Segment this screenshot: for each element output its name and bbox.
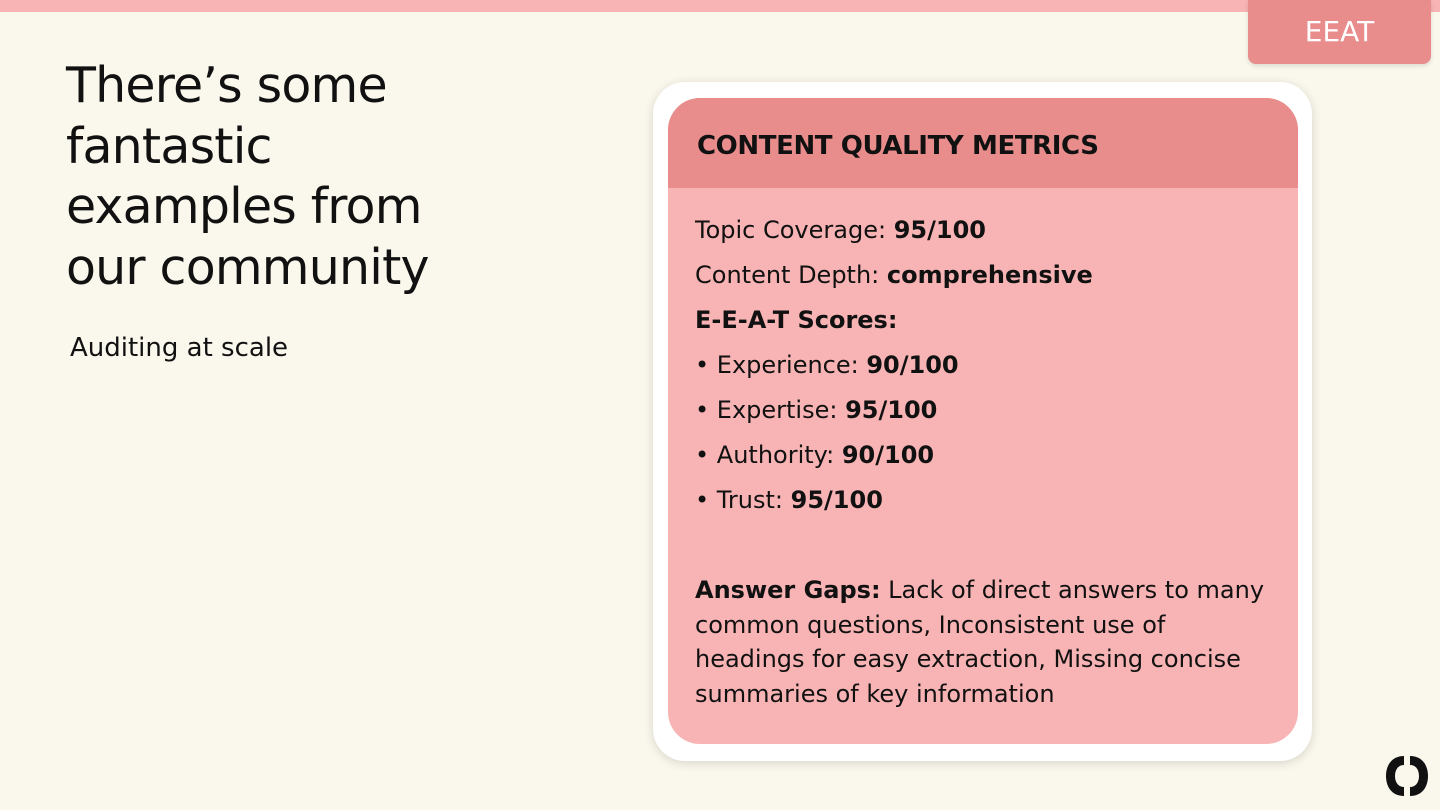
trust-label: • Trust: [695, 486, 791, 514]
card-title: CONTENT QUALITY METRICS [697, 131, 1099, 161]
section-tag: EEAT [1248, 0, 1431, 64]
experience-value: 90/100 [866, 351, 959, 379]
metrics-card [668, 98, 1298, 744]
content-depth-label: Content Depth: [695, 261, 887, 289]
authority-value: 90/100 [841, 441, 935, 469]
eeat-scores-heading [695, 303, 897, 337]
topic-coverage-label: Topic Coverage: [695, 216, 894, 244]
trust-value: 95/100 [790, 486, 883, 514]
topic-coverage-metric [695, 213, 986, 247]
content-depth-metric [695, 258, 1093, 292]
trust-score [695, 483, 883, 517]
top-accent-bar [0, 0, 1440, 12]
authority-label: • Authority: [695, 441, 842, 469]
page-title: There’s some fantastic examples from our community [66, 57, 429, 296]
answer-gaps-text: Lack of direct answers to many common questions, Inconsistent use of headings for easy extraction, Missing concise summaries of key information [695, 576, 1265, 708]
answer-gaps-label: Answer Gaps: [695, 576, 881, 604]
content-depth-value: comprehensive [886, 261, 1093, 289]
subtitle: Auditing at scale [70, 333, 289, 363]
expertise-label: • Expertise: [695, 396, 846, 424]
experience-score [695, 348, 959, 382]
brand-logo-icon [1384, 753, 1430, 799]
expertise-value: 95/100 [845, 396, 938, 424]
eeat-scores-heading-text: E-E-A-T Scores: [695, 306, 898, 334]
answer-gaps [695, 573, 1275, 711]
topic-coverage-value: 95/100 [893, 216, 986, 244]
card-header [668, 98, 1298, 188]
authority-score [695, 438, 934, 472]
expertise-score [695, 393, 937, 427]
experience-label: • Experience: [695, 351, 867, 379]
